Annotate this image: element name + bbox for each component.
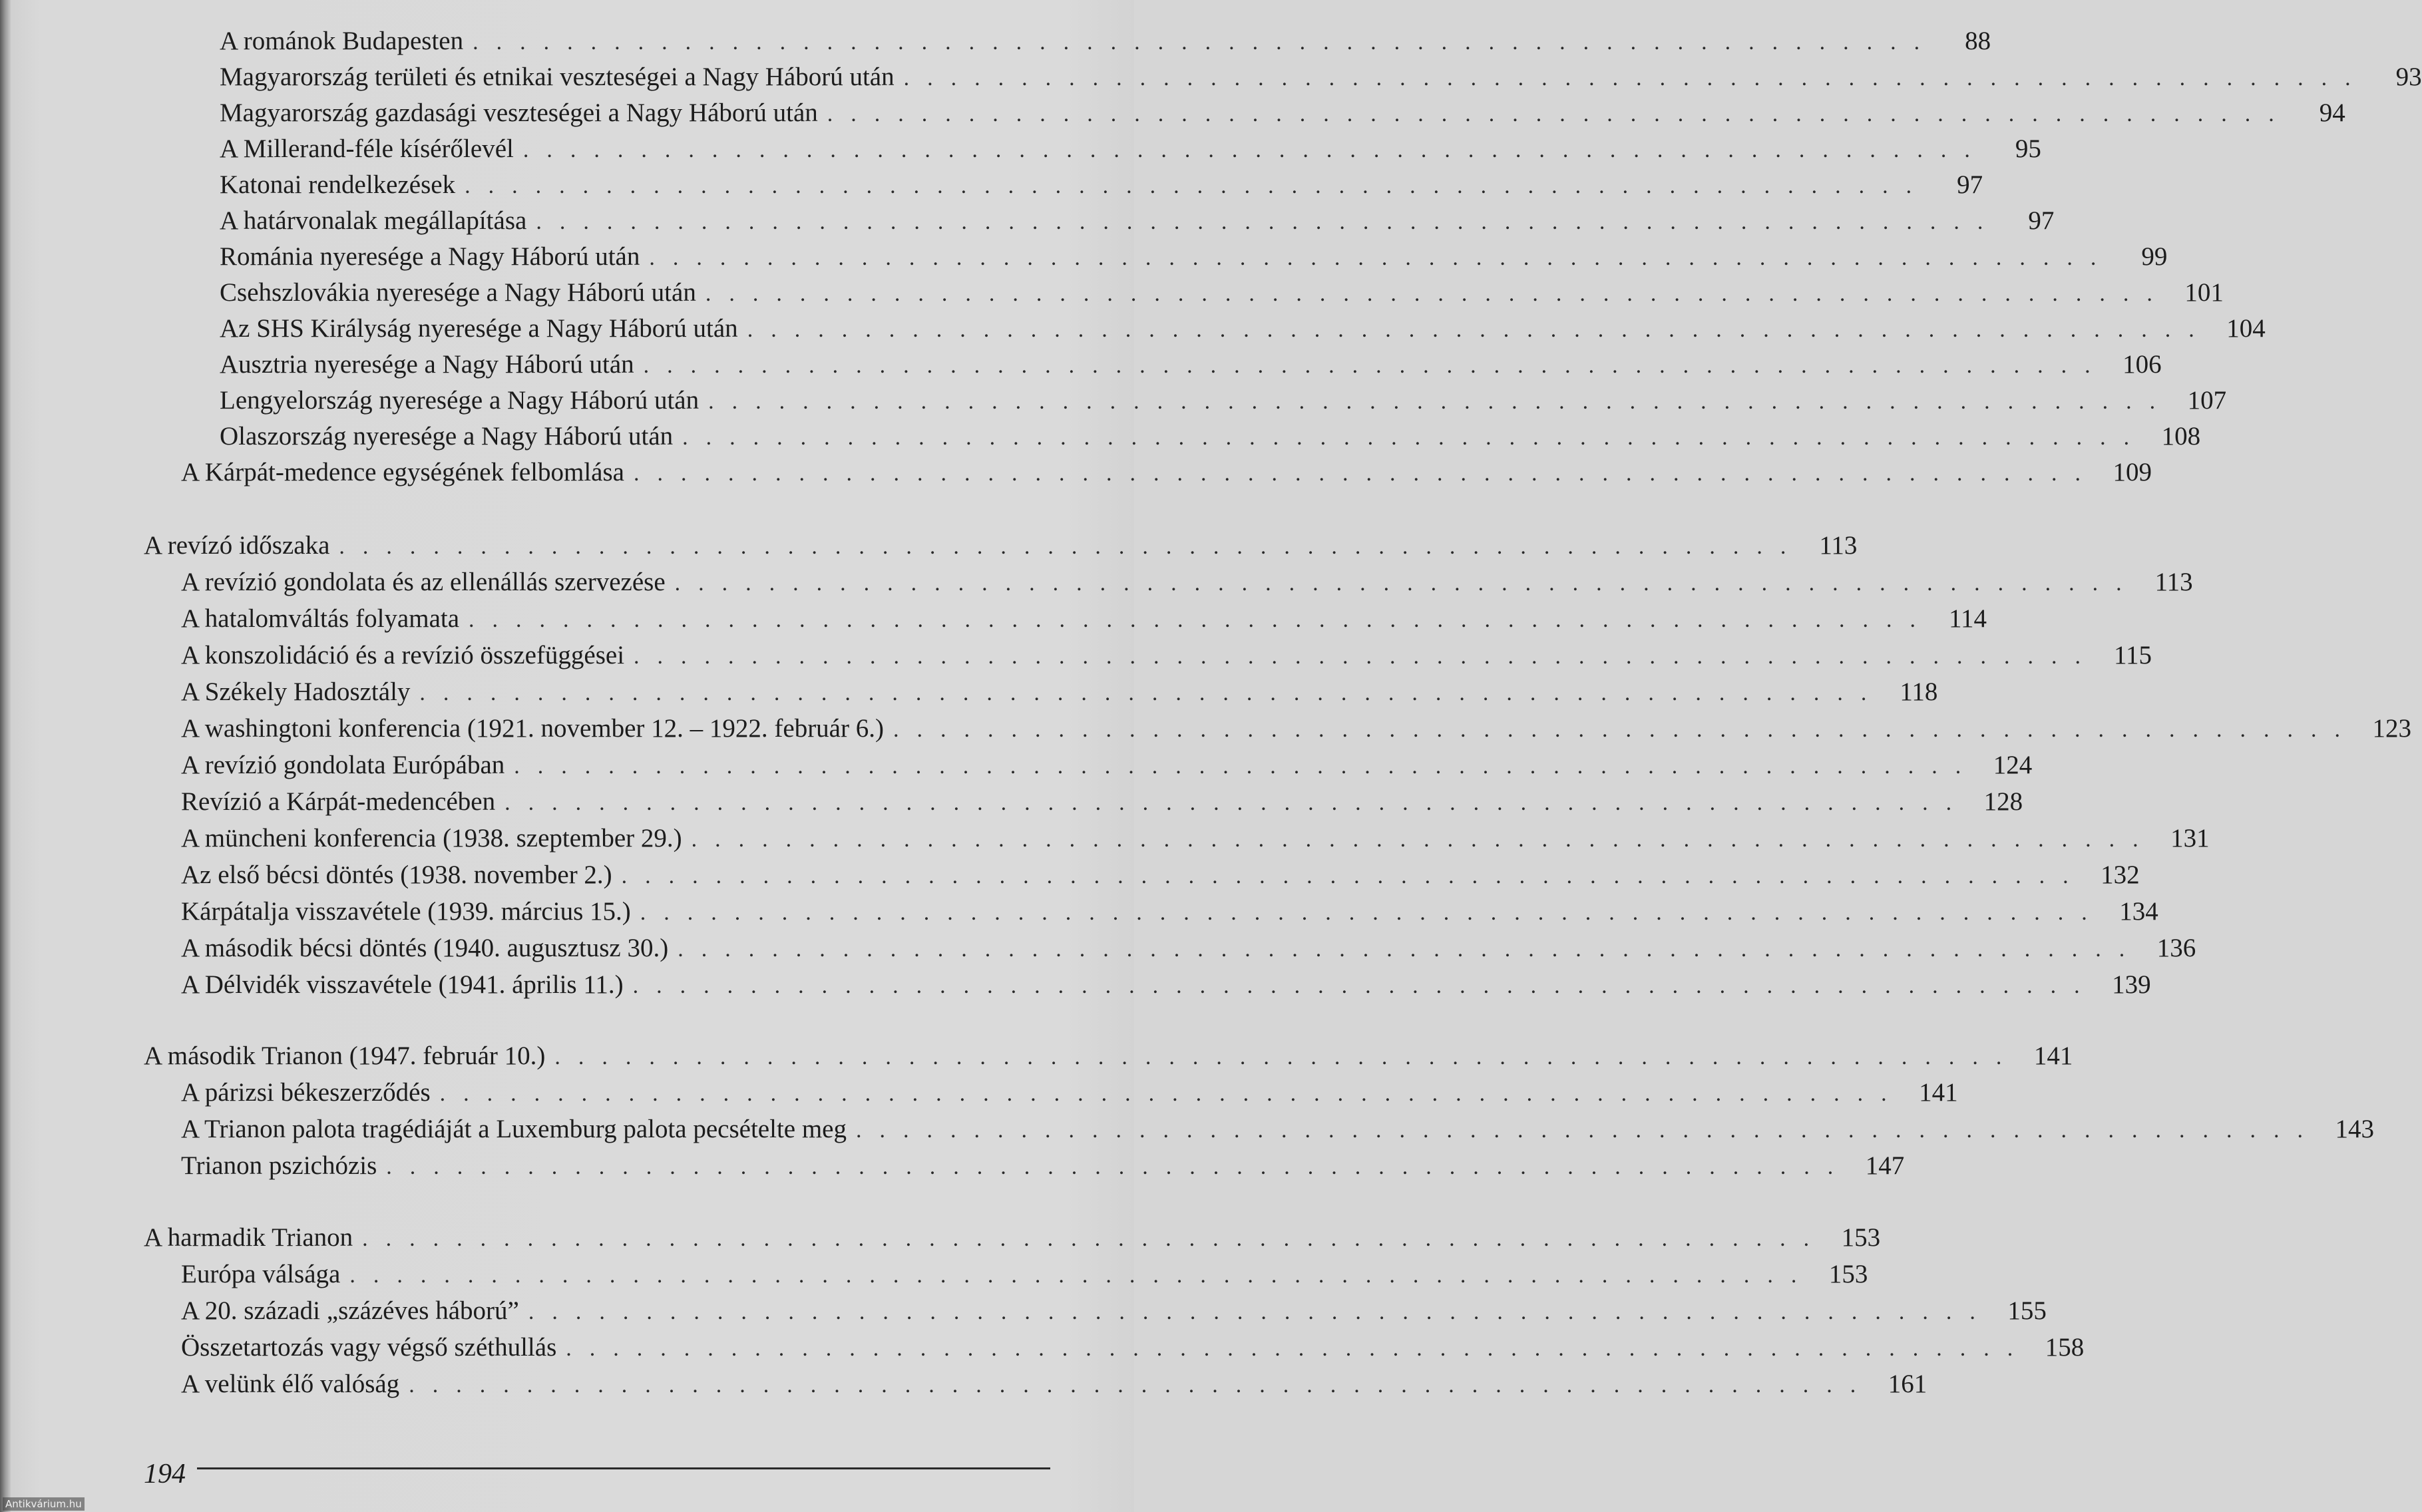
toc-entry-page: 131 bbox=[2170, 824, 2210, 852]
toc-entry bbox=[181, 566, 2193, 598]
toc-entry-page: 143 bbox=[2335, 1115, 2374, 1143]
toc-entry-page: 97 bbox=[1957, 170, 1983, 199]
toc-leader-dots: .............................................................. bbox=[643, 353, 2109, 378]
toc-leader-dots: .............................................................. bbox=[903, 66, 2369, 91]
toc-entry bbox=[181, 1150, 1905, 1182]
toc-entry-title: Összetartozás vagy végső széthullás bbox=[181, 1333, 557, 1362]
toc-entry bbox=[181, 896, 2158, 928]
toc-entry-page: 147 bbox=[1865, 1151, 1905, 1180]
toc-entry-title: A Délvidék visszavétele (1941. április 11.) bbox=[181, 970, 624, 999]
toc-entry-title: Katonai rendelkezések bbox=[220, 170, 456, 199]
toc-leader-dots: .............................................................. bbox=[691, 827, 2156, 852]
toc-leader-dots: .............................................................. bbox=[747, 317, 2212, 342]
toc-leader-dots: .............................................................. bbox=[528, 1300, 1993, 1324]
toc-entry-title: A románok Budapesten bbox=[220, 27, 464, 55]
toc-entry-title: Az első bécsi döntés (1938. november 2.) bbox=[181, 860, 612, 889]
toc-entry bbox=[220, 241, 2168, 273]
toc-section-heading bbox=[144, 1040, 2073, 1072]
toc-entry-title: A müncheni konferencia (1938. szeptember 29.) bbox=[181, 824, 682, 852]
toc-entry-title: Kárpátalja visszavétele (1939. március 15.) bbox=[181, 897, 631, 926]
toc-entry-page: 95 bbox=[2015, 134, 2041, 163]
toc-entry-title: A revízió gondolata Európában bbox=[181, 751, 505, 779]
toc-entry-title: A második bécsi döntés (1940. augusztusz 30.) bbox=[181, 934, 669, 962]
toc-entry-page: 99 bbox=[2141, 242, 2168, 271]
toc-entry-title: A Trianon palota tragédiáját a Luxemburg palota pecsételte meg bbox=[181, 1115, 847, 1143]
footer-rule bbox=[197, 1467, 1050, 1469]
toc-entry-page: 124 bbox=[1993, 751, 2033, 779]
toc-entry bbox=[181, 603, 1987, 635]
toc-entry-title: A revízó időszaka bbox=[144, 531, 330, 560]
toc-leader-dots: .............................................................. bbox=[640, 900, 2105, 925]
toc-entry-page: 132 bbox=[2101, 860, 2140, 889]
toc-leader-dots: .............................................................. bbox=[705, 282, 2170, 306]
toc-leader-dots: .............................................................. bbox=[708, 389, 2174, 414]
toc-entry bbox=[220, 25, 1991, 57]
toc-entry bbox=[220, 277, 2224, 309]
toc-entry-page: 158 bbox=[2045, 1333, 2085, 1362]
toc-leader-dots: .............................................................. bbox=[566, 1336, 2031, 1361]
toc-entry bbox=[181, 969, 2151, 1001]
toc-entry-title: Magyarország területi és etnikai veszteségei a Nagy Háború után bbox=[220, 63, 895, 91]
toc-entry-title: A washingtoni konferencia (1921. november 12. – 1922. február 6.) bbox=[181, 714, 884, 743]
toc-leader-dots: .............................................................. bbox=[386, 1155, 1852, 1179]
toc-entry-title: Románia nyeresége a Nagy Háború után bbox=[220, 242, 640, 271]
toc-entry-title: A konszolidáció és a revízió összefüggései bbox=[181, 641, 625, 669]
toc-entry bbox=[220, 97, 2345, 129]
toc-entry-page: 128 bbox=[1983, 787, 2023, 816]
toc-entry-page: 93 bbox=[2395, 63, 2422, 91]
toc-leader-dots: .............................................................. bbox=[419, 681, 1885, 705]
toc-leader-dots: .............................................................. bbox=[505, 791, 1970, 815]
toc-entry bbox=[181, 713, 2411, 745]
toc-leader-dots: .............................................................. bbox=[473, 30, 1938, 55]
toc-entry bbox=[181, 457, 2152, 488]
toc-entry-page: 104 bbox=[2226, 314, 2266, 343]
toc-entry-title: A második Trianon (1947. február 10.) bbox=[144, 1041, 546, 1070]
toc-leader-dots: .............................................................. bbox=[634, 644, 2099, 669]
toc-entry-page: 113 bbox=[1819, 531, 1858, 560]
toc-entry bbox=[220, 169, 1983, 201]
toc-entry bbox=[181, 1295, 2047, 1327]
toc-entry-page: 153 bbox=[1841, 1223, 1881, 1252]
toc-entry bbox=[181, 1077, 1958, 1109]
toc-entry-title: Európa válsága bbox=[181, 1260, 341, 1288]
toc-entry-title: Lengyelország nyeresége a Nagy Háború után bbox=[220, 386, 700, 415]
toc-leader-dots: .............................................................. bbox=[362, 1227, 1828, 1251]
toc-entry-page: 136 bbox=[2156, 934, 2196, 962]
toc-leader-dots: .............................................................. bbox=[649, 246, 2115, 270]
toc-entry bbox=[181, 1332, 2085, 1364]
toc-leader-dots: .............................................................. bbox=[349, 1263, 1815, 1288]
toc-entry-page: 118 bbox=[1900, 677, 1938, 706]
toc-entry-title: Magyarország gazdasági veszteségei a Nagy Háború után bbox=[220, 98, 818, 127]
toc-entry-page: 123 bbox=[2372, 714, 2411, 743]
toc-entry bbox=[181, 859, 2140, 891]
toc-entry bbox=[220, 349, 2162, 381]
toc-entry-page: 134 bbox=[2119, 897, 2158, 926]
toc-entry-page: 88 bbox=[1965, 27, 1991, 55]
toc-entry bbox=[181, 676, 1938, 708]
toc-leader-dots: .............................................................. bbox=[893, 717, 2358, 742]
watermark: Antikvárium.hu bbox=[3, 1497, 85, 1511]
toc-entry-title: Ausztria nyeresége a Nagy Háború után bbox=[220, 350, 634, 379]
toc-entry-title: A velünk élő valóság bbox=[181, 1370, 400, 1398]
toc-entry-page: 106 bbox=[2122, 350, 2162, 379]
toc-entry bbox=[181, 1113, 2374, 1145]
toc-leader-dots: .............................................................. bbox=[409, 1373, 1874, 1398]
toc-leader-dots: .............................................................. bbox=[465, 174, 1930, 198]
page-binding-edge bbox=[0, 0, 11, 1512]
toc-leader-dots: .............................................................. bbox=[621, 864, 2087, 888]
toc-entry-title: Csehszlovákia nyeresége a Nagy Háború után bbox=[220, 278, 696, 307]
toc-entry-title: A harmadik Trianon bbox=[144, 1223, 353, 1252]
toc-entry-page: 94 bbox=[2319, 98, 2345, 127]
toc-leader-dots: .............................................................. bbox=[682, 425, 2148, 450]
toc-entry-title: A párizsi békeszerződés bbox=[181, 1078, 431, 1107]
toc-leader-dots: .............................................................. bbox=[554, 1045, 2020, 1069]
toc-leader-dots: .............................................................. bbox=[678, 937, 2143, 962]
toc-entry-page: 109 bbox=[2113, 458, 2152, 486]
toc-entry-page: 139 bbox=[2112, 970, 2151, 999]
toc-entry bbox=[181, 786, 2023, 818]
toc-entry-page: 114 bbox=[1948, 604, 1987, 633]
toc-entry-title: A Székely Hadosztály bbox=[181, 677, 411, 706]
toc-entry bbox=[181, 1258, 1868, 1290]
toc-entry-page: 107 bbox=[2187, 386, 2227, 415]
toc-entry bbox=[220, 421, 2201, 453]
toc-leader-dots: .............................................................. bbox=[827, 102, 2292, 126]
toc-entry-title: A Kárpát-medence egységének felbomlása bbox=[181, 458, 624, 486]
toc-entry-page: 141 bbox=[1919, 1078, 1958, 1107]
toc-entry bbox=[220, 205, 2055, 237]
toc-entry bbox=[220, 313, 2266, 345]
toc-leader-dots: .............................................................. bbox=[855, 1118, 2321, 1143]
toc-leader-dots: .............................................................. bbox=[439, 1081, 1905, 1106]
toc-entry-page: 155 bbox=[2007, 1296, 2047, 1325]
page-number: 194 bbox=[144, 1459, 186, 1489]
toc-entry-title: A Millerand-féle kísérőlevél bbox=[220, 134, 514, 163]
toc-entry-page: 161 bbox=[1888, 1370, 1927, 1398]
toc-entry-title: A revízió gondolata és az ellenállás szervezése bbox=[181, 568, 666, 596]
toc-entry-title: A határvonalak megállapítása bbox=[220, 206, 527, 235]
toc-leader-dots: .............................................................. bbox=[674, 571, 2140, 596]
toc-entry-page: 153 bbox=[1828, 1260, 1868, 1288]
toc-leader-dots: .............................................................. bbox=[469, 608, 1934, 632]
toc-entry-page: 108 bbox=[2161, 422, 2201, 451]
toc-leader-dots: .............................................................. bbox=[633, 461, 2099, 486]
toc-entry bbox=[181, 749, 2033, 781]
toc-section-heading bbox=[144, 530, 1858, 562]
toc-entry bbox=[181, 932, 2196, 964]
toc-entry-page: 115 bbox=[2113, 641, 2152, 669]
toc-entry bbox=[181, 823, 2210, 854]
toc-entry-page: 101 bbox=[2184, 278, 2224, 307]
toc-entry-title: A hatalomváltás folyamata bbox=[181, 604, 460, 633]
toc-leader-dots: .............................................................. bbox=[632, 974, 2098, 998]
toc-entry-page: 113 bbox=[2154, 568, 2193, 596]
toc-entry bbox=[220, 133, 2041, 165]
toc-entry-title: Revízió a Kárpát-medencében bbox=[181, 787, 496, 816]
toc-entry-page: 141 bbox=[2033, 1041, 2073, 1070]
toc-entry-title: Az SHS Királyság nyeresége a Nagy Háború után bbox=[220, 314, 738, 343]
toc-entry-title: A 20. századi „százéves háború” bbox=[181, 1296, 519, 1325]
toc-entry bbox=[220, 61, 2422, 93]
toc-entry bbox=[181, 640, 2152, 671]
toc-leader-dots: .............................................................. bbox=[514, 754, 1979, 779]
toc-leader-dots: .............................................................. bbox=[339, 534, 1804, 559]
toc-entry-page: 97 bbox=[2028, 206, 2055, 235]
toc-entry-title: Trianon pszichózis bbox=[181, 1151, 377, 1180]
toc-section-heading bbox=[144, 1222, 1881, 1254]
toc-entry-title: Olaszország nyeresége a Nagy Háború után bbox=[220, 422, 674, 451]
toc-leader-dots: .............................................................. bbox=[522, 138, 1988, 162]
toc-entry bbox=[220, 385, 2227, 417]
toc-entry bbox=[181, 1368, 1927, 1400]
toc-leader-dots: .............................................................. bbox=[536, 210, 2001, 234]
